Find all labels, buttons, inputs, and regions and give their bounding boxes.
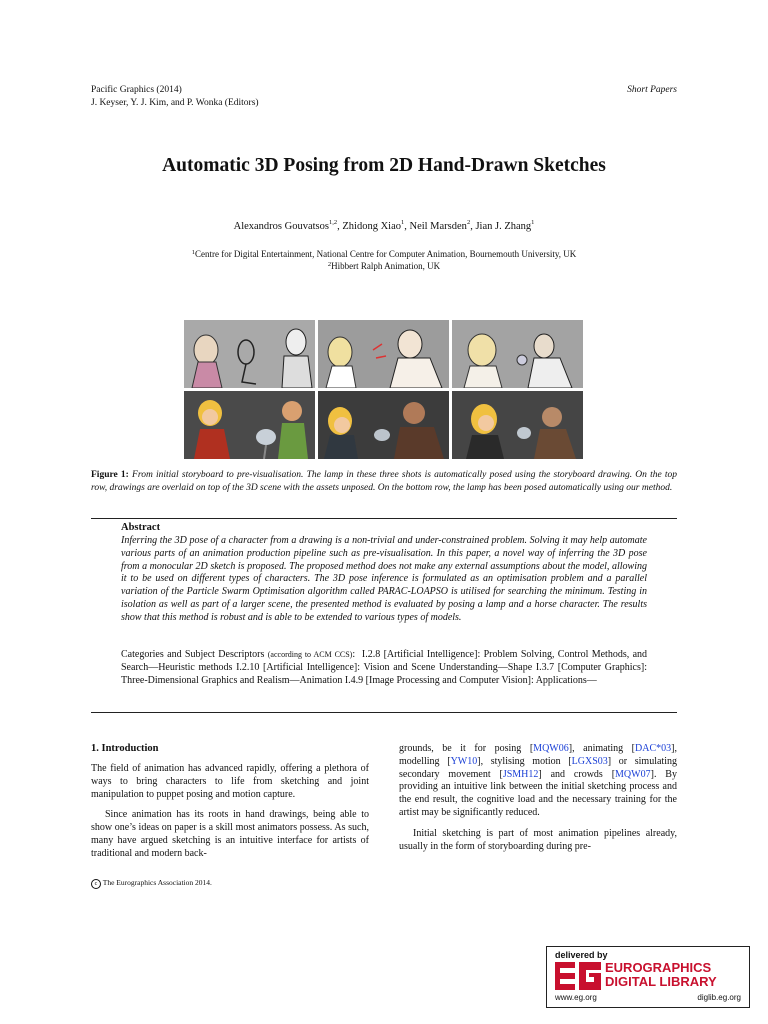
delivered-by-label: delivered by (555, 950, 608, 960)
citation-link[interactable]: JSMH12 (502, 768, 539, 780)
running-header (91, 84, 259, 109)
copyright-icon: c (91, 879, 101, 889)
abstract-heading: Abstract (121, 522, 161, 533)
citation-link[interactable]: YW10 (450, 755, 478, 767)
paragraph: grounds, be it for posing [MQW06], animating [DAC*03], modelling [YW10], stylising motion [LGXS03] or simulating secondary movement [JSMH12] and crowds [MQW07]. By providing an intuitive link between the initial sketching process and the end result, the cognitive load and the necessary training for the artist may be significantly reduced. (399, 743, 677, 818)
paragraph: Initial sketching is part of most animation pipelines already, usually in the form of storyboarding during pre- (399, 827, 677, 852)
section-heading: 1. Introduction (91, 743, 159, 754)
figure-panel-sketch (452, 320, 583, 388)
figure-panel-sketch (184, 320, 315, 388)
conference-name: Pacific Graphics (2014) (91, 85, 182, 95)
abstract-text: Inferring the 3D pose of a character from a drawing is a non-trivial and under-constrained problem. Solving it may help automate various parts of an animation production pipeline such as pre-visualisation. In this paper, a novel way of inferring the 3D pose from a monocular 2D sketch is proposed. The proposed method does not make any external assumptions about the model, allowing it to be used on different types of characters. The 3D pose inference is formulated as an optimisation problem and a parallel variation of the Particle Swarm Optimisation algorithm called PARAC-LOAPSO is utilised for searching the minimum. Testing in isolation as well as part of a larger scene, the presented method is evaluated by posing a lamp and a horse character. The results show that this method is robust and is able to be extended to various types of models. (121, 535, 647, 623)
author-affil-mark: 1 (400, 219, 405, 226)
author-name: Neil Marsden (409, 221, 467, 232)
paragraph: The field of animation has advanced rapidly, offering a plethora of ways to bring characters to life from sketching and joint manipulation to puppet posing and motion capture. (91, 763, 369, 800)
author-affil-mark: 2 (466, 219, 471, 226)
figure-panel-render (184, 391, 315, 459)
figure-label: Figure 1: (91, 470, 129, 480)
figure-panel-sketch (318, 320, 449, 388)
figure-panel-render (452, 391, 583, 459)
divider (91, 518, 677, 519)
citation-link[interactable]: MQW07 (615, 768, 651, 780)
author-name: Jian J. Zhang (475, 221, 532, 232)
eg-wordmark: EUROGRAPHICS DIGITAL LIBRARY (605, 960, 717, 989)
author-name: Alexandros Gouvatsos (233, 221, 329, 232)
affiliation: Hibbert Ralph Animation, UK (331, 260, 441, 271)
author-affil-mark: 1 (531, 219, 535, 226)
editors-line: J. Keyser, Y. J. Kim, and P. Wonka (Editors) (91, 97, 259, 108)
categories-note: (according to ACM CCS) (267, 650, 353, 659)
figure-panel-render (318, 391, 449, 459)
categories-label: Categories and Subject Descriptors (121, 649, 265, 660)
eg-url[interactable]: www.eg.org (555, 993, 597, 1002)
affiliation: Centre for Digital Entertainment, National Centre for Computer Animation, Bournemouth University, UK (194, 249, 577, 259)
categories-text: I.2.8 [Artificial Intelligence]: Problem Solving, Control Methods, and Search—Heuristic methods I.2.10 [Artificial Intelligence]: Vision and Scene Understanding—Shape I.3.7 [Computer Graphics]: Three-Dimensional Graphics and Realism—Animation I.4.9 [Image Processing and Computer Vision]: Applications— (121, 649, 648, 686)
teaser-figure (184, 320, 584, 459)
figure-caption-text: From initial storyboard to pre-visualisation. The lamp in these three shots is automatically posed using the storyboard drawing. On the top row, drawings are overlaid on top of the 3D scene with the assets unposed. On the bottom row, the lamp has been posed automatically using our method. (91, 470, 678, 493)
citation-link[interactable]: MQW06 (533, 743, 569, 754)
eg-logo-icon (555, 962, 601, 990)
paper-title: Automatic 3D Posing from 2D Hand-Drawn Sketches (162, 155, 606, 176)
eg-library-badge[interactable] (546, 946, 750, 1008)
acm-categories: Categories and Subject Descriptors (according to ACM CCS): I.2.8 [Artificial Intelligence]: Problem Solving, Control Methods, and Search—Heuristic methods I.2.10 [Artificial Intelligence]: Vision and Scene Understanding—Shape I.3.7 [Computer Graphics]: Three-Dimensional Graphics and Realism—Animation I.4.9 [Image Processing and Computer Vision]: Applications— (121, 649, 648, 686)
right-column (399, 743, 677, 853)
track-label: Short Papers (627, 85, 677, 95)
author-name: Zhidong Xiao (342, 221, 401, 232)
figure-caption (91, 469, 677, 494)
citation-link[interactable]: LGXS03 (571, 755, 608, 767)
left-column (91, 763, 369, 861)
affiliations: $^1$Centre for Digital Entertainment, National Centre for Computer Animation, Bournemouth University, UK $^2$Hibbert Ralph Animation, UK (191, 249, 577, 271)
author-list: Alexandros Gouvatsos$^{1,2}$, Zhidong Xiao$^1$, Neil Marsden$^2$, Jian J. Zhang$^1$ (233, 219, 535, 232)
copyright-line: c The Eurographics Association 2014. (91, 878, 212, 889)
author-affil-mark: 1,2 (328, 219, 338, 226)
citation-link[interactable]: DAC*03 (635, 743, 672, 754)
divider (91, 712, 677, 713)
paragraph: Since animation has its roots in hand drawings, being able to show one’s ideas on paper is a skill most animators possess. As such, many have argued sketching is an intuitive interface for artists of traditional and modern back- (91, 809, 369, 859)
diglib-url[interactable]: diglib.eg.org (697, 993, 741, 1002)
